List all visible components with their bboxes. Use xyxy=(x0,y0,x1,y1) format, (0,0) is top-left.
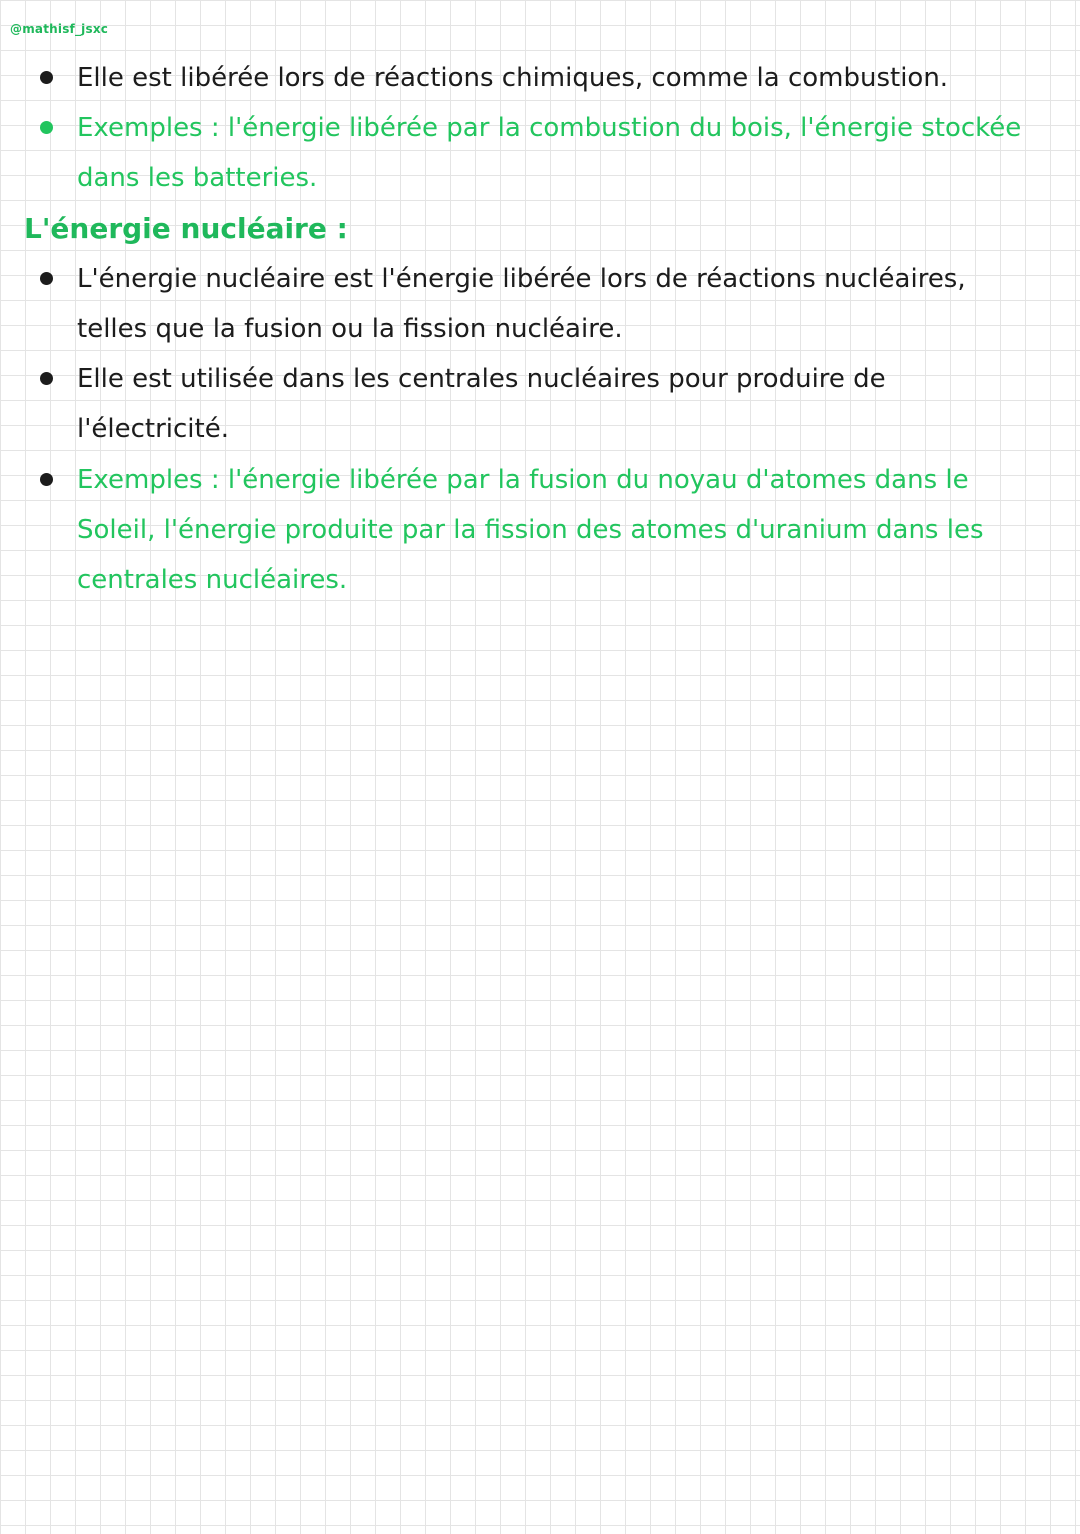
bullet-dot-green xyxy=(40,121,53,134)
bullet-dot xyxy=(40,71,53,84)
nuclear-usage-line-2: l'électricité. xyxy=(77,414,229,444)
bullet-dot xyxy=(40,473,53,486)
author-handle: @mathisf_jsxc xyxy=(10,22,109,36)
nuclear-example-line-1: Exemples : l'énergie libérée par la fusion du noyau d'atomes dans le xyxy=(77,465,969,495)
chemical-example-line-1: Exemples : l'énergie libérée par la combustion du bois, l'énergie stockée xyxy=(77,113,1022,143)
bullet-dot xyxy=(40,372,53,385)
chemical-example-line-2: dans les batteries. xyxy=(77,163,318,193)
bullet-dot xyxy=(40,272,53,285)
nuclear-definition-line-1: L'énergie nucléaire est l'énergie libérée lors de réactions nucléaires, xyxy=(77,264,966,294)
nuclear-example-line-2: Soleil, l'énergie produite par la fission des atomes d'uranium dans les xyxy=(77,515,984,545)
nuclear-definition-line-2: telles que la fusion ou la fission nucléaire. xyxy=(77,314,623,344)
nuclear-example-line-3: centrales nucléaires. xyxy=(77,565,348,595)
nuclear-usage-line-1: Elle est utilisée dans les centrales nucléaires pour produire de xyxy=(77,364,886,394)
chemical-energy-line-1: Elle est libérée lors de réactions chimiques, comme la combustion. xyxy=(77,63,949,93)
section-title-nuclear: L'énergie nucléaire : xyxy=(24,212,348,245)
